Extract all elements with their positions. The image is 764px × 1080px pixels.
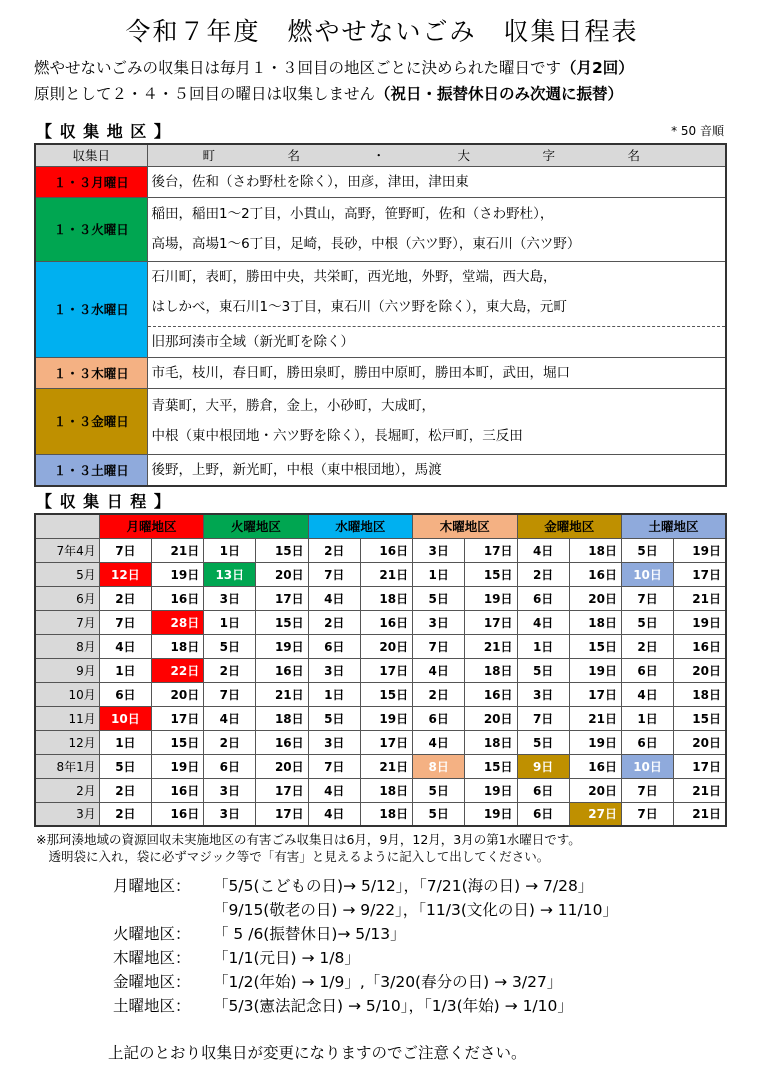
collection-day-cell: 15日 xyxy=(256,538,308,562)
collection-day-cell: 3日 xyxy=(204,802,256,826)
hazardous-note-1: ※那珂湊地域の資源回収未実施地区の有害ごみ収集日は6月，9月，12月，3月の第1水曜日です。 xyxy=(36,832,581,847)
schedule-corner xyxy=(35,514,99,538)
collection-day-cell: 18日 xyxy=(360,778,412,802)
collection-day-cell: 17日 xyxy=(151,706,203,730)
collection-day-cell: 15日 xyxy=(151,730,203,754)
collection-day-cell: 4日 xyxy=(308,778,360,802)
collection-day-cell: 17日 xyxy=(360,658,412,682)
collection-day-cell: 7日 xyxy=(99,610,151,634)
collection-day-cell: 10日 xyxy=(99,706,151,730)
collection-day-cell: 1日 xyxy=(308,682,360,706)
area-row-thu xyxy=(35,357,726,388)
collection-day-cell: 1日 xyxy=(413,562,465,586)
collection-day-cell: 2日 xyxy=(99,586,151,610)
change-line: 火曜地区： 「 5 /6(振替休日)→ 5/13」 xyxy=(113,925,406,943)
month-label: 11月 xyxy=(35,706,99,730)
collection-day-cell: 20日 xyxy=(569,778,621,802)
collection-day-cell: 18日 xyxy=(674,682,726,706)
month-label: 2月 xyxy=(35,778,99,802)
collection-day-cell: 16日 xyxy=(151,778,203,802)
collection-day-cell: 7日 xyxy=(308,754,360,778)
collection-day-cell: 2日 xyxy=(99,778,151,802)
collection-day-cell: 19日 xyxy=(360,706,412,730)
day-label-tue: １・３火曜日 xyxy=(35,197,147,261)
collection-day-cell: 4日 xyxy=(517,538,569,562)
collection-day-cell: 6日 xyxy=(413,706,465,730)
collection-day-cell: 5日 xyxy=(621,610,673,634)
towns-thu: 市毛，枝川，春日町，勝田泉町，勝田中原町，勝田本町，武田，堀口 xyxy=(147,357,726,388)
collection-day-cell: 18日 xyxy=(256,706,308,730)
collection-day-cell: 16日 xyxy=(360,538,412,562)
collection-day-cell: 5日 xyxy=(99,754,151,778)
intro-line-2: 原則として２・４・５回目の曜日は収集しません（祝日・振替休日のみ次週に振替） xyxy=(34,85,624,103)
change-line: 土曜地区： 「5/3(憲法記念日) → 5/10」，「1/3(年始) → 1/10」 xyxy=(113,997,573,1015)
collection-day-cell: 5日 xyxy=(413,802,465,826)
header-mon-area: 月曜地区 xyxy=(99,514,203,538)
collection-day-cell: 19日 xyxy=(256,634,308,658)
day-label-thu: １・３木曜日 xyxy=(35,357,147,388)
collection-day-cell: 18日 xyxy=(360,802,412,826)
collection-day-cell: 2日 xyxy=(99,802,151,826)
collection-day-cell: 19日 xyxy=(151,562,203,586)
collection-day-cell: 15日 xyxy=(360,682,412,706)
collection-day-cell: 2日 xyxy=(621,634,673,658)
collection-day-cell: 2日 xyxy=(308,610,360,634)
day-label-wed: １・３水曜日 xyxy=(35,261,147,357)
collection-day-cell: 16日 xyxy=(151,802,203,826)
month-label: 7月 xyxy=(35,610,99,634)
change-line: 月曜地区： 「5/5(こどもの日)→ 5/12」，「7/21(海の日) → 7/28」 xyxy=(113,877,594,895)
day-label-sat: １・３土曜日 xyxy=(35,454,147,486)
month-label: 6月 xyxy=(35,586,99,610)
collection-day-cell: 19日 xyxy=(151,754,203,778)
collection-day-cell: 6日 xyxy=(517,802,569,826)
schedule-row xyxy=(35,682,726,706)
collection-day-cell: 19日 xyxy=(569,730,621,754)
collection-day-cell: 28日 xyxy=(151,610,203,634)
collection-day-cell: 18日 xyxy=(465,658,517,682)
sort-note: * 50 音順 xyxy=(671,124,724,138)
collection-day-cell: 1日 xyxy=(517,634,569,658)
collection-day-cell: 2日 xyxy=(517,562,569,586)
intro-line-1: 燃やせないごみの収集日は毎月１・３回目の地区ごとに決められた曜日です（月2回） xyxy=(34,59,634,77)
collection-day-cell: 1日 xyxy=(99,730,151,754)
collection-day-cell: 16日 xyxy=(569,754,621,778)
area-row-tue xyxy=(35,197,726,261)
collection-day-cell: 17日 xyxy=(674,754,726,778)
month-label: 7年4月 xyxy=(35,538,99,562)
collection-day-cell: 20日 xyxy=(151,682,203,706)
collection-day-cell: 5日 xyxy=(517,730,569,754)
schedule-row xyxy=(35,586,726,610)
collection-day-cell: 20日 xyxy=(674,658,726,682)
collection-day-cell: 15日 xyxy=(569,634,621,658)
collection-day-cell: 1日 xyxy=(204,610,256,634)
header-sat-area: 土曜地区 xyxy=(621,514,726,538)
towns-wed: 石川町，表町，勝田中央，共栄町，西光地，外野，堂端，西大島， はしかべ，東石川1〜3丁目，東石川（六ツ野を除く），東大島，元町 旧那珂湊市全域（新光町を除く） xyxy=(147,261,726,357)
header-thu-area: 木曜地区 xyxy=(413,514,517,538)
schedule-row xyxy=(35,730,726,754)
collection-day-cell: 4日 xyxy=(308,586,360,610)
collection-day-cell: 19日 xyxy=(674,538,726,562)
collection-day-cell: 2日 xyxy=(308,538,360,562)
collection-day-cell: 6日 xyxy=(621,658,673,682)
collection-day-cell: 21日 xyxy=(151,538,203,562)
collection-day-cell: 6日 xyxy=(517,778,569,802)
collection-day-cell: 2日 xyxy=(413,682,465,706)
schedule-row xyxy=(35,754,726,778)
collection-day-cell: 17日 xyxy=(256,802,308,826)
final-note: 上記のとおり収集日が変更になりますのでご注意ください。 xyxy=(108,1044,527,1062)
collection-day-cell: 4日 xyxy=(413,658,465,682)
header-fri-area: 金曜地区 xyxy=(517,514,621,538)
schedule-row xyxy=(35,634,726,658)
collection-day-cell: 10日 xyxy=(621,562,673,586)
collection-day-cell: 16日 xyxy=(569,562,621,586)
collection-day-cell: 4日 xyxy=(204,706,256,730)
month-label: 10月 xyxy=(35,682,99,706)
collection-day-cell: 2日 xyxy=(204,658,256,682)
month-label: 8年1月 xyxy=(35,754,99,778)
schedule-row xyxy=(35,706,726,730)
collection-day-cell: 21日 xyxy=(674,778,726,802)
collection-day-cell: 4日 xyxy=(99,634,151,658)
collection-day-cell: 7日 xyxy=(99,538,151,562)
collection-day-cell: 19日 xyxy=(569,658,621,682)
collection-day-cell: 18日 xyxy=(465,730,517,754)
collection-day-cell: 1日 xyxy=(621,706,673,730)
collection-day-cell: 27日 xyxy=(569,802,621,826)
collection-day-cell: 16日 xyxy=(465,682,517,706)
collection-day-cell: 16日 xyxy=(256,730,308,754)
header-town: 町 名 ・ 大 字 名 xyxy=(147,144,726,166)
collection-day-cell: 21日 xyxy=(256,682,308,706)
collection-day-cell: 21日 xyxy=(569,706,621,730)
header-day: 収集日 xyxy=(35,144,147,166)
month-label: 9月 xyxy=(35,658,99,682)
collection-day-cell: 10日 xyxy=(621,754,673,778)
collection-day-cell: 7日 xyxy=(413,634,465,658)
collection-day-cell: 21日 xyxy=(674,586,726,610)
towns-tue: 稲田，稲田1〜2丁目，小貫山，高野，笹野町，佐和（さわ野杜）， 高場，高場1〜6丁目，足崎，長砂，中根（六ツ野），東石川（六ツ野） xyxy=(147,197,726,261)
collection-day-cell: 21日 xyxy=(360,754,412,778)
schedule-row xyxy=(35,778,726,802)
collection-day-cell: 19日 xyxy=(674,610,726,634)
collection-day-cell: 20日 xyxy=(569,586,621,610)
collection-schedule-table xyxy=(34,513,727,827)
collection-day-cell: 20日 xyxy=(360,634,412,658)
collection-day-cell: 3日 xyxy=(308,730,360,754)
collection-day-cell: 4日 xyxy=(308,802,360,826)
collection-day-cell: 4日 xyxy=(621,682,673,706)
collection-day-cell: 17日 xyxy=(360,730,412,754)
collection-day-cell: 5日 xyxy=(517,658,569,682)
collection-day-cell: 15日 xyxy=(465,754,517,778)
collection-day-cell: 19日 xyxy=(465,586,517,610)
area-row-wed xyxy=(35,261,726,357)
collection-day-cell: 17日 xyxy=(465,610,517,634)
collection-day-cell: 21日 xyxy=(674,802,726,826)
hazardous-note-2: 透明袋に入れ，袋に必ずマジック等で「有害」と見えるように記入して出してください。 xyxy=(36,849,550,864)
collection-day-cell: 7日 xyxy=(308,562,360,586)
collection-day-cell: 4日 xyxy=(413,730,465,754)
collection-day-cell: 16日 xyxy=(151,586,203,610)
collection-day-cell: 9日 xyxy=(517,754,569,778)
collection-day-cell: 3日 xyxy=(308,658,360,682)
collection-area-table xyxy=(34,143,727,487)
schedule-row xyxy=(35,538,726,562)
collection-day-cell: 20日 xyxy=(465,706,517,730)
collection-day-cell: 20日 xyxy=(256,754,308,778)
towns-fri: 青葉町，大平，勝倉，金上，小砂町，大成町， 中根（東中根団地・六ツ野を除く），長堀町，松戸町，三反田 xyxy=(147,388,726,454)
collection-day-cell: 5日 xyxy=(621,538,673,562)
collection-day-cell: 12日 xyxy=(99,562,151,586)
collection-day-cell: 3日 xyxy=(413,538,465,562)
month-label: 3月 xyxy=(35,802,99,826)
collection-day-cell: 17日 xyxy=(256,778,308,802)
month-label: 8月 xyxy=(35,634,99,658)
collection-day-cell: 5日 xyxy=(204,634,256,658)
collection-day-cell: 8日 xyxy=(413,754,465,778)
change-line: 「9/15(敬老の日) → 9/22」，「11/3(文化の日) → 11/10」 xyxy=(213,901,618,919)
month-label: 5月 xyxy=(35,562,99,586)
collection-day-cell: 2日 xyxy=(204,730,256,754)
schedule-row xyxy=(35,802,726,826)
towns-mon: 後台，佐和（さわ野杜を除く），田彦，津田，津田東 xyxy=(147,166,726,197)
collection-day-cell: 6日 xyxy=(204,754,256,778)
collection-day-cell: 3日 xyxy=(204,778,256,802)
collection-day-cell: 7日 xyxy=(621,778,673,802)
collection-day-cell: 20日 xyxy=(256,562,308,586)
collection-day-cell: 4日 xyxy=(517,610,569,634)
day-label-mon: １・３月曜日 xyxy=(35,166,147,197)
collection-day-cell: 6日 xyxy=(99,682,151,706)
collection-day-cell: 5日 xyxy=(308,706,360,730)
collection-day-cell: 20日 xyxy=(674,730,726,754)
collection-day-cell: 17日 xyxy=(256,586,308,610)
area-row-sat xyxy=(35,454,726,486)
collection-day-cell: 7日 xyxy=(621,802,673,826)
area-header-row xyxy=(35,144,726,166)
collection-day-cell: 17日 xyxy=(569,682,621,706)
collection-day-cell: 3日 xyxy=(517,682,569,706)
collection-day-cell: 18日 xyxy=(569,610,621,634)
collection-day-cell: 6日 xyxy=(308,634,360,658)
collection-day-cell: 15日 xyxy=(465,562,517,586)
collection-day-cell: 19日 xyxy=(465,802,517,826)
collection-day-cell: 6日 xyxy=(517,586,569,610)
day-label-fri: １・３金曜日 xyxy=(35,388,147,454)
collection-day-cell: 6日 xyxy=(621,730,673,754)
collection-day-cell: 5日 xyxy=(413,778,465,802)
area-row-fri xyxy=(35,388,726,454)
towns-sat: 後野，上野，新光町，中根（東中根団地），馬渡 xyxy=(147,454,726,486)
schedule-header-row xyxy=(35,514,726,538)
collection-day-cell: 1日 xyxy=(99,658,151,682)
page-title: 令和７年度 燃やせないごみ 収集日程表 xyxy=(125,17,639,46)
collection-day-cell: 1日 xyxy=(204,538,256,562)
collection-day-cell: 13日 xyxy=(204,562,256,586)
collection-day-cell: 18日 xyxy=(360,586,412,610)
collection-day-cell: 3日 xyxy=(413,610,465,634)
collection-day-cell: 16日 xyxy=(360,610,412,634)
schedule-row xyxy=(35,610,726,634)
change-line: 木曜地区： 「1/1(元日) → 1/8」 xyxy=(113,949,360,967)
collection-day-cell: 3日 xyxy=(204,586,256,610)
collection-day-cell: 18日 xyxy=(151,634,203,658)
collection-day-cell: 15日 xyxy=(256,610,308,634)
collection-day-cell: 7日 xyxy=(517,706,569,730)
schedule-row xyxy=(35,562,726,586)
change-line: 金曜地区： 「1/2(年始) → 1/9」,「3/20(春分の日) → 3/27」 xyxy=(113,973,563,991)
collection-day-cell: 7日 xyxy=(204,682,256,706)
collection-day-cell: 7日 xyxy=(621,586,673,610)
collection-day-cell: 21日 xyxy=(360,562,412,586)
collection-day-cell: 18日 xyxy=(569,538,621,562)
collection-day-cell: 17日 xyxy=(465,538,517,562)
schedule-row xyxy=(35,658,726,682)
area-section-title: 【 収 集 地 区 】 xyxy=(36,122,171,141)
collection-day-cell: 19日 xyxy=(465,778,517,802)
header-wed-area: 水曜地区 xyxy=(308,514,412,538)
collection-day-cell: 15日 xyxy=(674,706,726,730)
collection-day-cell: 5日 xyxy=(413,586,465,610)
area-row-mon xyxy=(35,166,726,197)
collection-day-cell: 16日 xyxy=(256,658,308,682)
collection-day-cell: 17日 xyxy=(674,562,726,586)
collection-day-cell: 21日 xyxy=(465,634,517,658)
collection-day-cell: 16日 xyxy=(674,634,726,658)
collection-day-cell: 22日 xyxy=(151,658,203,682)
schedule-section-title: 【 収 集 日 程 】 xyxy=(36,492,171,511)
header-tue-area: 火曜地区 xyxy=(204,514,308,538)
month-label: 12月 xyxy=(35,730,99,754)
